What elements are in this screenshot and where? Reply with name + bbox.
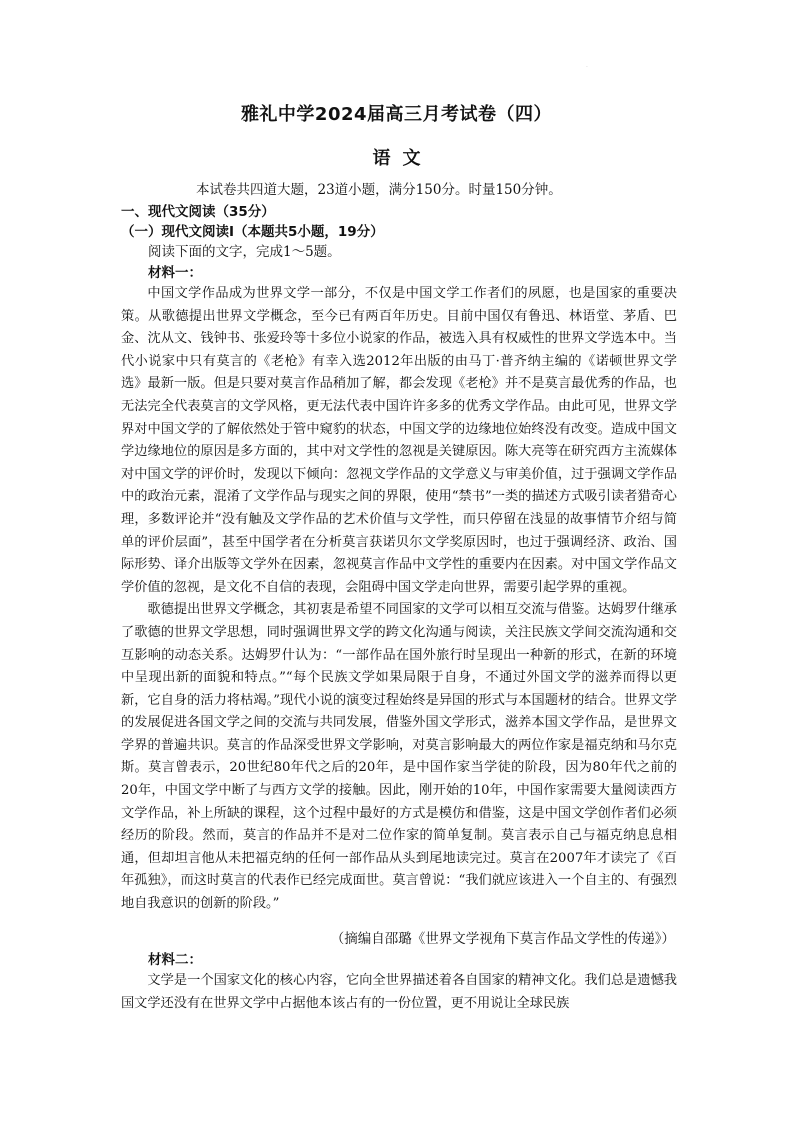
material-1-paragraph: 中国文学作品成为世界文学一部分，不仅是中国文学工作者们的夙愿，也是国家的重要决策。从歌德提出世界文学概念，至今已有两百年历史。目前中国仅有鲁迅、林语堂、茅盾、巴金、沈从文、钱钟书、张爱玲等十多位小说家的作品，被选入具有权威性的世界文学选本中。当代小说家中只有莫言的《老枪》有幸入选2012年出版的由马丁·普齐纳主编的《诺顿世界文学选》最新一版。但是只要对莫言作品稍加了解，都会发现《老枪》并不是莫言最优秀的作品，也无法完全代表莫言的文学风格，更无法代表中国许许多多的优秀文学作品。由此可见，世界文学界对中国文学的了解依然处于管中窥豹的状态，中国文学的边缘地位始终没有改变。造成中国文学边缘地位的原因是多方面的，其中对文学性的忽视是关键原因。陈大亮等在研究西方主流媒体对中国文学的评价时，发现以下倾向：忽视文学作品的文学意义与审美价值，过于强调文学作品中的政治元素，混淆了文学作品与现实之间的界限，使用“禁书”一类的描述方式吸引读者猎奇心理，多数评论并“没有触及文学作品的艺术价值与文学性，而只停留在浅显的故事情节介绍与简单的评价层面”，甚至中国学者在分析莫言获诺贝尔文学奖原因时，也过于强调经济、政治、国际形势、译介出版等文学外在因素，忽视莫言作品中文学性的重要内在因素。对中国文学作品文学价值的忽视，是文化不自信的表现，会阻碍中国文学走向世界，需要引起学界的重视。 bbox=[121, 286, 677, 595]
material-1-source: （摘编自邵璐《世界文学视角下莫言作品文学性的传递》） bbox=[330, 931, 675, 947]
material-2-paragraph: 文学是一个国家文化的核心内容，它向全世界描述着各自国家的精神文化。我们总是遗憾我国文学还没有在世界文学中占据他本该占有的一份位置，更不用说让全球民族 bbox=[121, 973, 677, 1011]
exam-title: 雅礼中学2024届高三月考试卷（四） bbox=[240, 104, 553, 125]
section-heading: 一、现代文阅读（35分） bbox=[121, 204, 275, 220]
material-2-text bbox=[121, 970, 677, 1015]
material-1-paragraph: 歌德提出世界文学概念，其初衷是希望不同国家的文学可以相互交流与借鉴。达姆罗什继承了歌德的世界文学思想，同时强调世界文学的跨文化沟通与阅读，关注民族文学间交流沟通和交互影响的动态关系。达姆罗什认为：“一部作品在国外旅行时呈现出一种新的形式，在新的环境中呈现出新的面貌和特点。”“每个民族文学如果局限于自身，不通过外国文学的滋养而得以更新，它自身的活力将枯竭。”现代小说的演变过程始终是异国的形式与本国题材的结合。世界文学的发展促进各国文学之间的交流与共同发展，借鉴外国文学形式，滋养本国文学作品，是世界文学界的普遍共识。莫言的作品深受世界文学影响，对莫言影响最大的两位作家是福克纳和马尔克斯。莫言曾表示，20世纪80年代之后的20年，是中国作家当学徒的阶段，因为80年代之前的20年，中国文学中断了与西方文学的接触。因此，刚开始的10年，中国作家需要大量阅读西方文学作品，补上所缺的课程，这个过程中最好的方式是模仿和借鉴，这是中国文学创作者们必须经历的阶段。然而，莫言的作品并不是对二位作家的简单复制。莫言表示自己与福克纳息息相通，但却坦言他从未把福克纳的任何一部作品从头到尾地读完过。莫言在2007年才读完了《百年孤独》，而这时莫言的代表作已经完成面世。莫言曾说：“我们就应该进入一个自主的、有强烈地自我意识的创新的阶段。” bbox=[121, 602, 677, 912]
exam-instructions: 本试卷共四道大题，23道小题，满分150分。时量150分钟。 bbox=[196, 182, 562, 198]
material-1-label: 材料一： bbox=[148, 265, 202, 281]
scan-dot: · bbox=[586, 64, 588, 71]
subject-heading: 语文 bbox=[372, 148, 433, 169]
material-2-label: 材料二： bbox=[148, 952, 202, 968]
reading-prompt: 阅读下面的文字，完成1～5题。 bbox=[148, 244, 341, 260]
subsection-heading: （一）现代文阅读Ⅰ（本题共5小题，19分） bbox=[121, 224, 384, 240]
material-1-text bbox=[121, 283, 677, 916]
